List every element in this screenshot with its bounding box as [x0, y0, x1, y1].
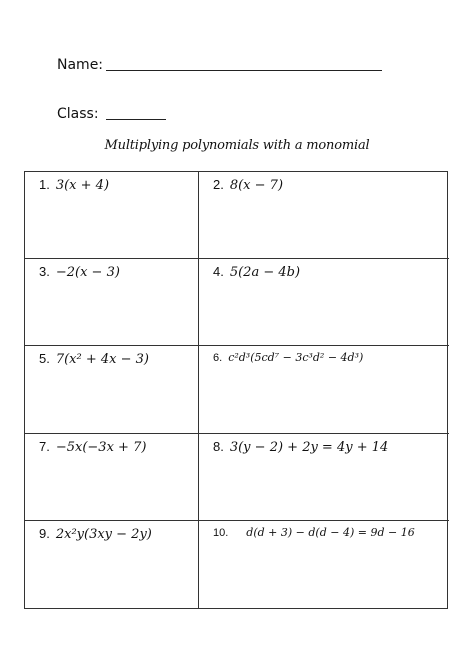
problem-grid	[24, 171, 448, 609]
name-label: Name:	[57, 57, 104, 73]
problem-expression: 3(x + 4)	[55, 178, 110, 193]
problem-number: 7.	[39, 438, 50, 454]
problem-cell-1[interactable]	[25, 172, 199, 259]
problem-number: 3.	[39, 264, 50, 280]
problem-expression: c²d³(5cd⁷ − 3c³d² − 4d³)	[228, 351, 364, 365]
problem-cell-8[interactable]	[199, 434, 449, 521]
problem-expression: 2x²y(3xy − 2y)	[55, 526, 152, 542]
problem-number: 8.	[213, 438, 224, 454]
name-field-line[interactable]	[106, 70, 382, 71]
problem-number: 10.	[213, 526, 229, 539]
problem-cell-7[interactable]	[25, 434, 199, 521]
problem-expression: 7(x² + 4x − 3)	[55, 352, 149, 368]
problem-cell-6[interactable]	[199, 346, 449, 433]
problem-expression: d(d + 3) − d(d − 4) = 9d − 16	[246, 525, 415, 539]
problem-cell-3[interactable]	[25, 259, 199, 346]
problem-number: 1.	[39, 177, 50, 192]
problem-cell-9[interactable]	[25, 521, 199, 608]
problem-expression: 3(y − 2) + 2y = 4y + 14	[229, 439, 389, 455]
problem-cell-2[interactable]	[199, 172, 449, 259]
problem-expression: 8(x − 7)	[229, 178, 284, 193]
problem-expression: 5(2a − 4b)	[229, 265, 301, 281]
worksheet-title: Multiplying polynomials with a monomial	[104, 138, 370, 153]
problem-expression: −5x(−3x + 7)	[55, 439, 147, 455]
problem-number: 2.	[213, 177, 224, 192]
problem-cell-10[interactable]	[199, 521, 449, 608]
class-field-line[interactable]	[106, 119, 166, 120]
class-label: Class:	[57, 106, 99, 122]
problem-number: 5.	[39, 351, 50, 367]
problem-number: 9.	[39, 525, 50, 541]
problem-number: 4.	[213, 264, 224, 280]
problem-cell-4[interactable]	[199, 259, 449, 346]
problem-number: 6.	[213, 352, 223, 365]
problem-cell-5[interactable]	[25, 346, 199, 433]
problem-expression: −2(x − 3)	[55, 265, 120, 281]
